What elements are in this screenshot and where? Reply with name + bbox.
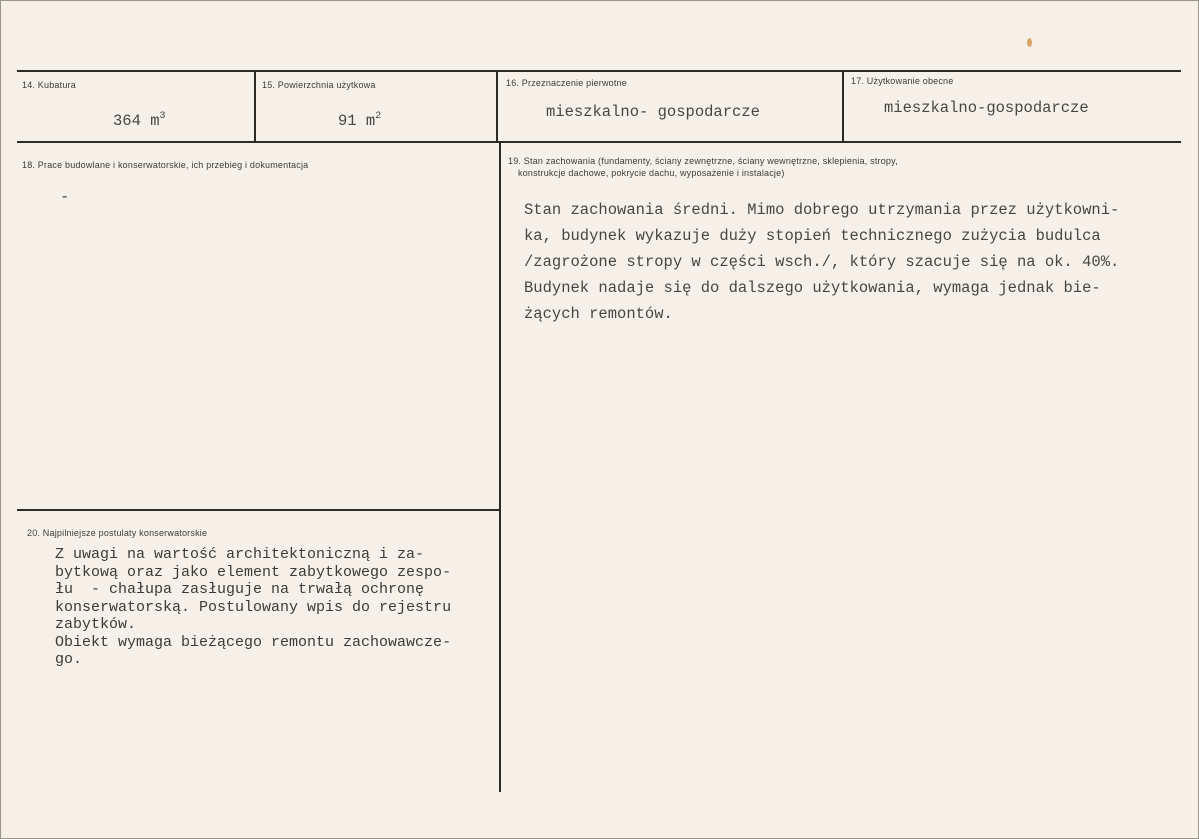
field-14-number: 364 m bbox=[113, 112, 160, 130]
field-14-value bbox=[113, 104, 166, 134]
field-19-text bbox=[524, 197, 1119, 327]
field-15-number: 91 m bbox=[338, 112, 376, 130]
field-16-value: mieszkalno- gospodarcze bbox=[546, 103, 760, 121]
field-18-value: - bbox=[60, 188, 70, 206]
field-20-line: łu - chałupa zasługuje na trwałą ochronę bbox=[55, 581, 425, 598]
row1-divider-1 bbox=[254, 71, 256, 142]
main-vertical-divider bbox=[499, 142, 501, 792]
field-20-label: 20. Najpilniejsze postulaty konserwatorskie bbox=[27, 528, 208, 538]
field-19-label-line-2: konstrukcje dachowe, pokrycie dachu, wyposażenie i instalacje) bbox=[518, 168, 785, 178]
field-20-line: Z uwagi na wartość architektoniczną i za- bbox=[55, 546, 425, 563]
field-17-label: 17. Użytkowanie obecne bbox=[851, 76, 954, 86]
field-19-line: /zagrożone stropy w części wsch./, który szacuje się na ok. 40%. bbox=[524, 253, 1120, 271]
field-20-line: Obiekt wymaga bieżącego remontu zachowawcze- bbox=[55, 633, 452, 651]
row1-divider-3 bbox=[842, 71, 844, 142]
section-20-top-rule bbox=[17, 509, 500, 511]
field-19-line: Stan zachowania średni. Mimo dobrego utrzymania przez użytkowni- bbox=[524, 201, 1120, 219]
field-17-value: mieszkalno-gospodarcze bbox=[884, 99, 1089, 117]
field-19-line: Budynek nadaje się do dalszego użytkowania, wymaga jednak bie- bbox=[524, 279, 1101, 297]
field-16-label: 16. Przeznaczenie pierwotne bbox=[506, 78, 627, 88]
row1-divider-2 bbox=[496, 71, 498, 142]
field-15-value bbox=[338, 104, 381, 134]
field-15-exponent: 2 bbox=[375, 111, 382, 122]
stain-mark bbox=[1027, 38, 1032, 47]
top-rule bbox=[17, 70, 1181, 72]
field-19-label-line-1: 19. Stan zachowania (fundamenty, ściany zewnętrzne, ściany wewnętrzne, sklepienia, stropy, bbox=[508, 156, 898, 166]
field-19-line: ka, budynek wykazuje duży stopień technicznego zużycia budulca bbox=[524, 227, 1101, 245]
field-19-line: żących remontów. bbox=[524, 305, 673, 323]
field-14-exponent: 3 bbox=[159, 111, 166, 122]
field-20-line: bytkową oraz jako element zabytkowego zespo- bbox=[55, 563, 452, 581]
field-14-label: 14. Kubatura bbox=[22, 80, 76, 90]
field-20-line: zabytków. bbox=[55, 616, 137, 633]
field-15-label: 15. Powierzchnia użytkowa bbox=[262, 80, 376, 90]
field-20-line: konserwatorską. Postulowany wpis do rejestru bbox=[55, 598, 452, 616]
field-18-label: 18. Prace budowlane i konserwatorskie, ich przebieg i dokumentacja bbox=[22, 160, 309, 170]
row1-bottom-rule bbox=[17, 141, 1181, 143]
field-20-line: go. bbox=[55, 651, 83, 668]
field-20-text bbox=[55, 546, 451, 669]
